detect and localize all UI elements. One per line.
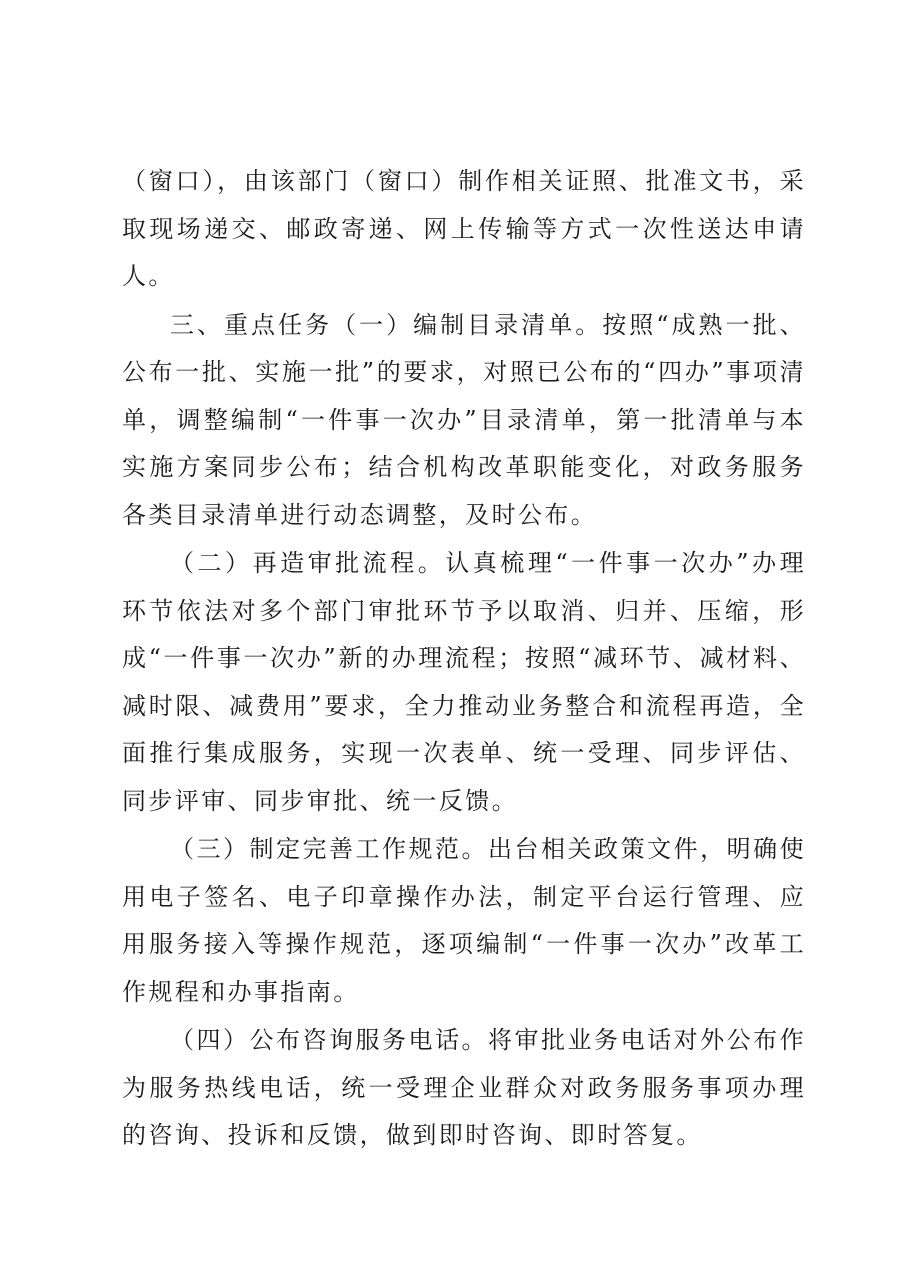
document-body [122, 158, 806, 1161]
paragraph-key-tasks: 三、重点任务（一）编制目录清单。按照“成熟一批、公布一批、实施一批”的要求，对照已公布的“四办”事项清单，调整编制“一件事一次办”目录清单，第一批清单与本实施方案同步公布；结合机构改革职能变化，对政务服务各类目录清单进行动态调整，及时公布。 [122, 310, 806, 529]
paragraph-consulting-hotline: （四）公布咨询服务电话。将审批业务电话对外公布作为服务热线电话，统一受理企业群众对政务服务事项办理的咨询、投诉和反馈，做到即时咨询、即时答复。 [122, 1026, 806, 1149]
paragraph-reengineer-approval: （二）再造审批流程。认真梳理“一件事一次办”办理环节依法对多个部门审批环节予以取消、归并、压缩，形成“一件事一次办”新的办理流程；按照“减环节、减材料、减时限、减费用”要求，全力推动业务整合和流程再造，全面推行集成服务，实现一次表单、统一受理、同步评估、同步评审、同步审批、统一反馈。 [122, 549, 806, 815]
paragraph-work-standards: （三）制定完善工作规范。出台相关政策文件，明确使用电子签名、电子印章操作办法，制定平台运行管理、应用服务接入等操作规范，逐项编制“一件事一次办”改革工作规程和办事指南。 [122, 835, 806, 1006]
paragraph-continuation: （窗口），由该部门（窗口）制作相关证照、批准文书，采取现场递交、邮政寄递、网上传输等方式一次性送达申请人。 [122, 167, 806, 290]
